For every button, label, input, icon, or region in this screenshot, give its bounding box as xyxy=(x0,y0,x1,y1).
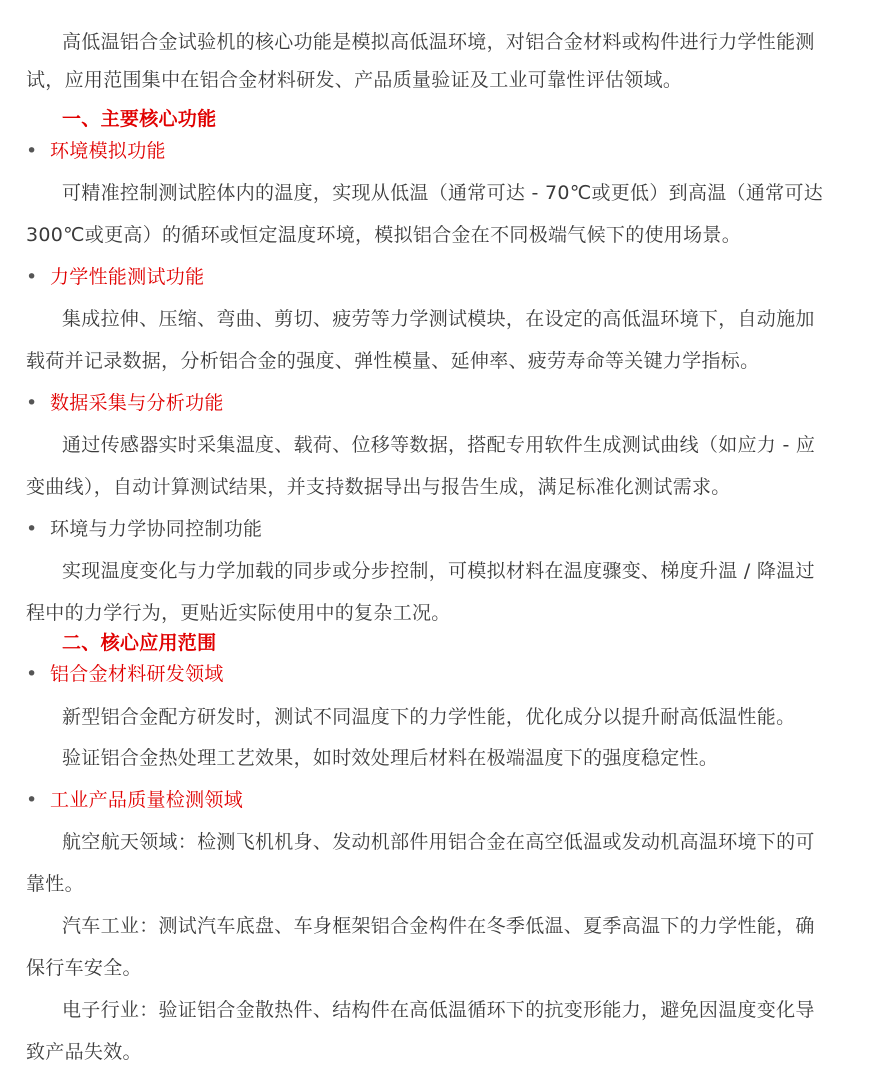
list-item-coordinated-control xyxy=(26,516,262,542)
item-text-line: 载荷并记录数据，分析铝合金的强度、弹性模量、延伸率、疲劳寿命等关键力学指标。 xyxy=(26,350,760,372)
item-label: 环境与力学协同控制功能 xyxy=(50,518,263,540)
item-text-line: 致产品失效。 xyxy=(26,1041,142,1063)
item-text-line: 实现温度变化与力学加载的同步或分步控制，可模拟材料在温度骤变、梯度升温 / 降温过 xyxy=(62,560,815,582)
list-item-quality-inspection xyxy=(26,787,243,813)
section-1-heading: 一、主要核心功能 xyxy=(62,108,217,130)
section-2-heading: 二、核心应用范围 xyxy=(62,632,217,654)
bullet-icon: • xyxy=(26,266,38,288)
item-label: 环境模拟功能 xyxy=(50,140,166,162)
item-text-line: 新型铝合金配方研发时，测试不同温度下的力学性能，优化成分以提升耐高低温性能。 xyxy=(62,706,796,728)
item-text-line: 通过传感器实时采集温度、载荷、位移等数据，搭配专用软件生成测试曲线（如应力 - 应 xyxy=(62,434,816,456)
item-label: 铝合金材料研发领域 xyxy=(50,663,224,685)
item-text-line: 集成拉伸、压缩、弯曲、剪切、疲劳等力学测试模块，在设定的高低温环境下，自动施加 xyxy=(62,308,815,330)
item-label: 力学性能测试功能 xyxy=(50,266,205,288)
item-text-line: 验证铝合金热处理工艺效果，如时效处理后材料在极端温度下的强度稳定性。 xyxy=(62,747,719,769)
item-text-line: 程中的力学行为，更贴近实际使用中的复杂工况。 xyxy=(26,602,451,624)
bullet-icon: • xyxy=(26,518,38,540)
item-text-line: 汽车工业：测试汽车底盘、车身框架铝合金构件在冬季低温、夏季高温下的力学性能，确 xyxy=(62,915,815,937)
list-item-environment-simulation xyxy=(26,138,166,164)
item-text-line: 300℃或更高）的循环或恒定温度环境，模拟铝合金在不同极端气候下的使用场景。 xyxy=(26,224,742,246)
bullet-icon: • xyxy=(26,140,38,162)
bullet-icon: • xyxy=(26,663,38,685)
item-text-line: 电子行业：验证铝合金散热件、结构件在高低温循环下的抗变形能力，避免因温度变化导 xyxy=(62,999,815,1021)
item-text-line: 可精准控制测试腔体内的温度，实现从低温（通常可达 - 70℃或更低）到高温（通常可达 xyxy=(62,182,824,204)
intro-line-1: 高低温铝合金试验机的核心功能是模拟高低温环境，对铝合金材料或构件进行力学性能测 xyxy=(62,31,815,53)
item-text-line: 变曲线），自动计算测试结果，并支持数据导出与报告生成，满足标准化测试需求。 xyxy=(26,476,731,498)
bullet-icon: • xyxy=(26,789,38,811)
list-item-material-rd xyxy=(26,661,224,687)
item-text-line: 航空航天领域：检测飞机机身、发动机部件用铝合金在高空低温或发动机高温环境下的可 xyxy=(62,831,815,853)
bullet-icon: • xyxy=(26,392,38,414)
item-label: 数据采集与分析功能 xyxy=(50,392,224,414)
item-text-line: 靠性。 xyxy=(26,873,84,895)
list-item-mechanical-testing xyxy=(26,264,204,290)
intro-line-2: 试，应用范围集中在铝合金材料研发、产品质量验证及工业可靠性评估领域。 xyxy=(26,69,683,91)
list-item-data-acquisition xyxy=(26,390,224,416)
item-text-line: 保行车安全。 xyxy=(26,957,142,979)
item-label: 工业产品质量检测领域 xyxy=(50,789,244,811)
